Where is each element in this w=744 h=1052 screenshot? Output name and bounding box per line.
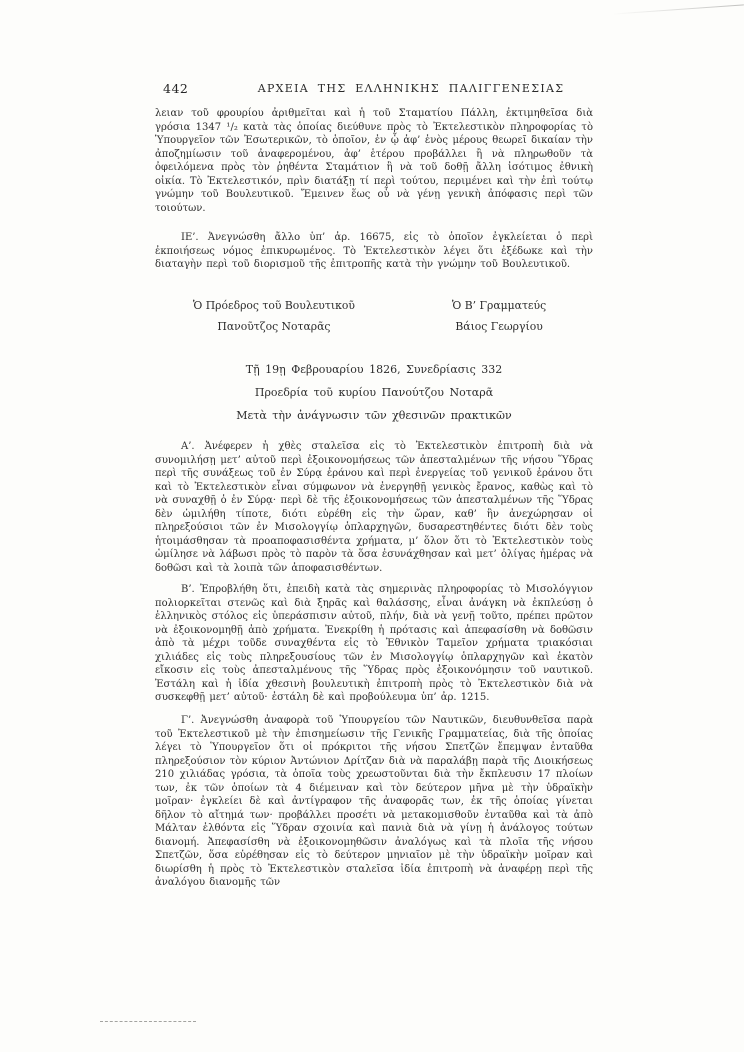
president-title: Ὁ Πρόεδρος τοῦ Βουλευτικοῦ [193, 299, 355, 312]
paragraph-continuation: λειαν τοῦ φρουρίου ἀριθμεῖται καὶ ἡ τοῦ Σταματίου Πάλλη, ἐκτιμηθεῖσα διὰ γρόσια 1347 ¹/₂ κατὰ τὰς ὁποίας διεύθυνε πρὸς τὸ Ἐκτελεστικὸν πληροφορίας τὸ Ὑπουργεῖον τῶν Ἐσωτερικῶν, τὸ ὁποῖον, ἐν ᾧ ἀφ’ ἑνὸς μέρους θεωρεῖ δικαίαν τὴν ἀποζημίωσιν τοῦ ἀναφερομένου, ἀφ’ ἑτέρου προβάλλει ἢ νὰ πληρωθοῦν τὰ ὀφειλόμενα πρὸς τὸν ῥηθέντα Σταμάτιον ἢ νὰ τοῦ δοθῇ ἄλλη ἰσότιμος ἐθνικὴ οἰκία. Τὸ Ἐκτελεστικόν, πρὶν διατάξῃ τί περὶ τούτου, περιμένει καὶ τὴν ἐπὶ τούτῳ γνώμην τοῦ Βουλευτικοῦ. Ἔμεινεν ἕως οὗ νὰ γένῃ γενικὴ ἀπόφασις περὶ τῶν τοιούτων. [155, 108, 593, 214]
paragraph-item-c: Γ’. Ἀνεγνώσθη ἀναφορὰ τοῦ Ὑπουργείου τῶν Ναυτικῶν, διευθυνθεῖσα παρὰ τοῦ Ἐκτελεστικοῦ μὲ τὴν ἐπισημείωσιν τῆς Γενικῆς Γραμματείας, διὰ τῆς ὁποίας λέγει τὸ Ὑπουργεῖον ὅτι οἱ πρόκριτοι τῆς νήσου Σπετζῶν ἔπεμψαν ἐνταῦθα πληρεξούσιον τὸν κύριον Ἀντώνιον Δρίτζαν διὰ νὰ παραλάβῃ παρὰ τῆς Διοικήσεως 210 χιλιάδας γρόσια, τὰ ὁποῖα τοὺς χρεωστοῦνται διὰ τὴν ἔκπλευσιν 17 πλοίων των, ἐκ τῶν ὁποίων τὰ 4 διέμειναν καὶ τὸν δεύτερον μῆνα μὲ τὴν ὑδραϊκὴν μοῖραν· ἐγκλείει δὲ καὶ ἀντίγραφον τῆς ἀναφορᾶς των, ἐκ τῆς ὁποίας γίνεται δῆλον τὸ αἴτημά των· προβάλλει προσέτι νὰ μετακομισθοῦν ἐνταῦθα καὶ τὰ ἀπὸ Μάλταν ἐλθόντα εἰς Ὕδραν σχοινία καὶ πανιὰ διὰ νὰ γίνῃ ἡ ἀνάλογος τούτων διανομή. Ἀπεφασίσθη νὰ ἐξοικονομηθῶσιν ἀναλόγως καὶ τὰ πλοῖα τῆς νήσου Σπετζῶν, ὅσα εὑρέθησαν εἰς τὸ δεύτερον μηνιαῖον μὲ τὴν ὑδραϊκὴν μοῖραν καὶ διωρίσθη ἡ πρὸς τὸ Ἐκτελεστικὸν σταλεῖσα ἰδία ἐπιτροπὴ νὰ ἀναφέρῃ περὶ τῆς ἀναλόγου διανομῆς τῶν [155, 715, 593, 888]
scan-artifact-bottom-dashes [100, 1021, 196, 1022]
secretary-title: Ὁ Β’ Γραμματεύς [452, 299, 547, 312]
running-title: ΑΡΧΕΙΑ ΤΗΣ ΕΛΛΗΝΙΚΗΣ ΠΑΛΙΓΓΕΝΕΣΙΑΣ [257, 82, 565, 95]
signature-block-secretary [452, 295, 546, 337]
president-name: Πανοῦτζος Νοταρᾶς [217, 320, 331, 333]
paragraph-item-a: Α’. Ἀνέφερεν ἡ χθὲς σταλεῖσα εἰς τὸ Ἐκτελεστικὸν ἐπιτροπὴ διὰ νὰ συνομιλήσῃ μετ’ αὐτοῦ περὶ ἐξοικονομήσεως τῶν ἀπεσταλμένων τῆς νήσου Ὕδρας περὶ τῆς συνάξεως τοῦ ἐν Σύρᾳ ἐράνου καὶ περὶ ἐνεργείας τοῦ γενικοῦ ἐράνου ὅτι καὶ τὸ Ἐκτελεστικὸν εἶναι σύμφωνον νὰ ἐνεργηθῇ γενικὸς ἔρανος, καθὼς καὶ τὸ νὰ συναχθῇ ὁ ἐν Σύρᾳ· περὶ δὲ τῆς ἐξοικονομήσεως τῶν ἀπεσταλμένων τῆς Ὕδρας δὲν ὡμιλήθη τίποτε, διότι εὑρέθη εἰς τὴν ὥραν, καθ’ ἣν ἀνεχώρησαν οἱ πληρεξούσιοι τῶν ἐν Μισολογγίῳ ὁπλαρχηγῶν, δυσαρεστηθέντες διότι δὲν τοὺς ἡτοιμάσθησαν τὰ προαποφασισθέντα χρήματα, μ’ ὅλον ὅτι τὸ Ἐκτελεστικὸν τοὺς ὡμίλησε νὰ λάβωσι πρὸς τὸ παρὸν τὰ ὅσα ἐσυνάχθησαν καὶ μετ’ ὀλίγας ἡμέρας νὰ δοθῶσι καὶ τὰ λοιπὰ τῶν ἀποφασισθέντων. [155, 441, 593, 574]
scan-artifact-top-right-scratch [612, 4, 744, 14]
signature-block-president [193, 295, 355, 337]
paragraph-item-ie: ΙΕ’. Ἀνεγνώσθη ἄλλο ὑπ’ ἀρ. 16675, εἰς τὸ ὁποῖον ἐγκλείεται ὁ περὶ ἐκποιήσεως νόμος ἐπικυρωμένος. Τὸ Ἐκτελεστικὸν λέγει ὅτι ἐξέδωκε καὶ τὴν διαταγὴν περὶ τοῦ διορισμοῦ τῆς ἐπιτροπῆς κατὰ τὴν γνώμην τοῦ Βουλευτικοῦ. [155, 232, 593, 270]
page-number: 442 [163, 81, 189, 96]
session-presidency-line: Προεδρία τοῦ κυρίου Πανούτζου Νοταρᾶ [254, 386, 494, 399]
session-after-reading-line: Μετὰ τὴν ἀνάγνωσιν τῶν χθεσινῶν πρακτικῶν [236, 409, 512, 422]
secretary-name: Βάιος Γεωργίου [455, 320, 543, 333]
paragraph-item-b: Β’. Ἐπροβλήθη ὅτι, ἐπειδὴ κατὰ τὰς σημερινὰς πληροφορίας τὸ Μισολόγγιον πολιορκεῖται στενῶς καὶ διὰ ξηρᾶς καὶ θαλάσσης, εἶναι ἀνάγκη νὰ ἐκπλεύσῃ ὁ ἑλληνικὸς στόλος εἰς ὑπεράσπισιν αὐτοῦ, πλήν, διὰ νὰ γενῇ τοῦτο, πρέπει πρῶτον νὰ ἐξοικονομηθῇ ἀπὸ χρήματα. Ἐνεκρίθη ἡ πρότασις καὶ ἀπεφασίσθη νὰ δοθῶσιν ἀπὸ τὰ μέχρι τοῦδε συναχθέντα εἰς τὸ Ἐθνικὸν Ταμεῖον χρήματα τριακόσιαι χιλιάδες εἰς τοὺς πληρεξουσίους τῶν ἐν Μισολογγίῳ ὁπλαρχηγῶν καὶ ἑκατὸν εἴκοσιν εἰς τοὺς ἀπεσταλμένους τῆς Ὕδρας πρὸς ἐξοικονόμησιν τοῦ ναυτικοῦ. Ἐστάλη καὶ ἡ ἰδία χθεσινὴ βουλευτικὴ ἐπιτροπὴ πρὸς τὸ Ἐκτελεστικὸν διὰ νὰ συσκεφθῇ μετ’ αὐτοῦ· ἐστάλη δὲ καὶ προβούλευμα ὑπ’ ἀρ. 1215. [155, 584, 593, 703]
session-date-line: Τῇ 19ῃ Φεβρουαρίου 1826, Συνεδρίασις 332 [245, 363, 503, 376]
session-heading [155, 363, 593, 432]
